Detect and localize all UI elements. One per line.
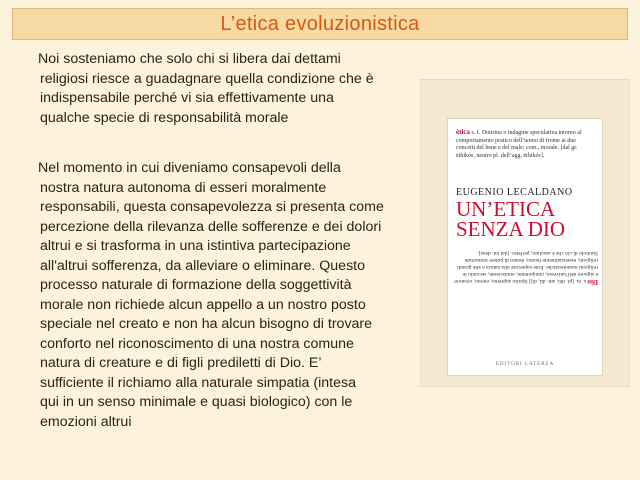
paragraph-line: altrui e si trasforma in una istintiva partecipazione [40, 238, 351, 254]
slide-title-bar [12, 8, 628, 40]
book-title-line-1: UN’ETICA [456, 197, 556, 221]
paragraph-line: responsabili, questa consapevolezza si presenta come [40, 199, 384, 215]
paragraph-line: nostra natura autonoma di esseri moralmente [40, 179, 327, 196]
paragraph-line: Noi sosteniamo che solo chi si libera dai dettami [38, 51, 341, 67]
paragraph-line: qui in un senso minimale e quasi biologico) con le [40, 394, 353, 410]
paragraph-line: natura di creature e di figli prediletti di Dio. E’ [40, 355, 322, 371]
definition-etica-head: ètica [456, 128, 470, 136]
paragraph-line: sufficiente il richiamo alla naturale simpatia (intesa [40, 374, 356, 391]
definition-dio [454, 249, 598, 285]
paragraph-line: emozioni altrui [40, 413, 132, 430]
book-title-line-2: SENZA DIO [456, 217, 566, 241]
paragraph-line: religiosi riesce a guadagnare quella condizione che è [40, 70, 374, 87]
slide-title: L’etica evoluzionistica [220, 12, 420, 35]
paragraph-line: speciale nel creato e non ha alcun bisogno di trovare [40, 316, 373, 332]
paragraph-2 [40, 159, 400, 432]
book-title [456, 199, 601, 239]
paragraph-line: indispensabile perché vi sia effettivamente una [40, 90, 334, 106]
definition-dio-text: s. m. [pl. dèi; ant. dii, dij] Spirito supremo, eterno, creatore e signore dell’universo, onnipotente, onnisciente, secondo le religioni monoteistiche. Ente superiore alla natura e alle grandi religioni, essenzialmente buono, dotato di potere immortale. Simbolo di ciò che è assoluto, perfetto. [dal lat. deus]. [454, 250, 598, 284]
paragraph-line: conforto nel riconoscimento di una nostra comune [40, 335, 354, 352]
paragraph-line: Nel momento in cui diveniamo consapevoli della [38, 160, 341, 176]
book-cover-image [421, 80, 629, 386]
book-cover [447, 118, 603, 376]
paragraph-line: morale non richiede alcun appello a un nostro posto [40, 296, 366, 313]
paragraph-line: qualche specie di responsabilità morale [40, 109, 289, 126]
paragraph-line: processo naturale di formazione della soggettività [40, 277, 352, 293]
definition-dio-head: Dìo [587, 278, 598, 286]
definition-etica [456, 129, 596, 160]
paragraph-1 [40, 50, 400, 128]
paragraph-line: percezione della rilevanza delle sofferenze e dei dolori [40, 218, 382, 235]
book-publisher: EDITORI LATERZA [495, 362, 555, 367]
paragraph-line: all'altrui sofferenza, da alleviare o eliminare. Questo [40, 257, 365, 274]
definition-etica-text: s. f. Dottrina o indagine speculativa intorno al comportamento pratico dell’uomo di fronte ai due concetti del bene e del male; com., morale. [dal gr. ēthikós, neutro pl. dell’agg. ēthikós]. [456, 130, 582, 159]
slide-body [40, 50, 400, 463]
book-author: EUGENIO LECALDANO [456, 187, 573, 198]
